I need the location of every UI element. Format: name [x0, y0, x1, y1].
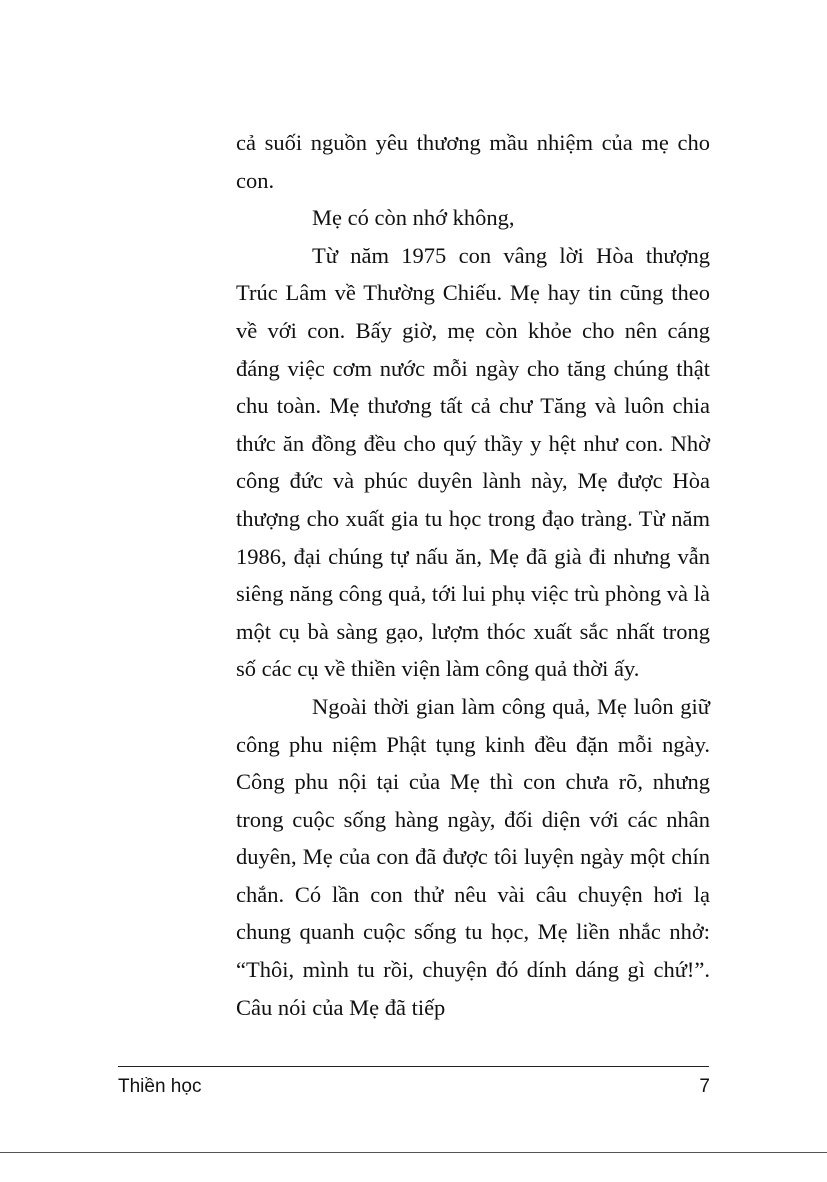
paragraph-4: Ngoài thời gian làm công quả, Mẹ luôn giữ công phu niệm Phật tụng kinh đều đặn mỗi ngày. Công phu nội tại của Mẹ thì con chưa rõ, nhưng trong cuộc sống hàng ngày, đối diện với các nhân duyên, Mẹ của con đã được tôi luyện ngày một chín chắn. Có lần con thử nêu vài câu chuyện hơi lạ chung quanh cuộc sống tu học, Mẹ liền nhắc nhở: “Thôi, mình tu rồi, chuyện đó dính dáng gì chứ!”. Câu nói của Mẹ đã tiếp [236, 693, 710, 1020]
paragraph-1: cả suối nguồn yêu thương mầu nhiệm của mẹ cho con. [236, 130, 710, 193]
paragraph-2: Mẹ có còn nhớ không, [312, 205, 515, 231]
footer-divider [118, 1066, 709, 1067]
page-body [236, 124, 710, 1026]
footer-page-number: 7 [699, 1076, 710, 1097]
paragraph-3: Từ năm 1975 con vâng lời Hòa thượng Trúc Lâm về Thường Chiếu. Mẹ hay tin cũng theo về với con. Bấy giờ, mẹ còn khỏe cho nên cáng đáng việc cơm nước mỗi ngày cho tăng chúng thật chu toàn. Mẹ thương tất cả chư Tăng và luôn chia thức ăn đồng đều cho quý thầy y hệt như con. Nhờ công đức và phúc duyên lành này, Mẹ được Hòa thượng cho xuất gia tu học trong đạo tràng. Từ năm 1986, đại chúng tự nấu ăn, Mẹ đã già đi nhưng vẫn siêng năng công quả, tới lui phụ việc trù phòng và là một cụ bà sàng gạo, lượm thóc xuất sắc nhất trong số các cụ về thiền viện làm công quả thời ấy. [236, 242, 710, 682]
footer-book-title: Thiền học [118, 1076, 202, 1097]
page-edge-line [0, 1152, 827, 1153]
